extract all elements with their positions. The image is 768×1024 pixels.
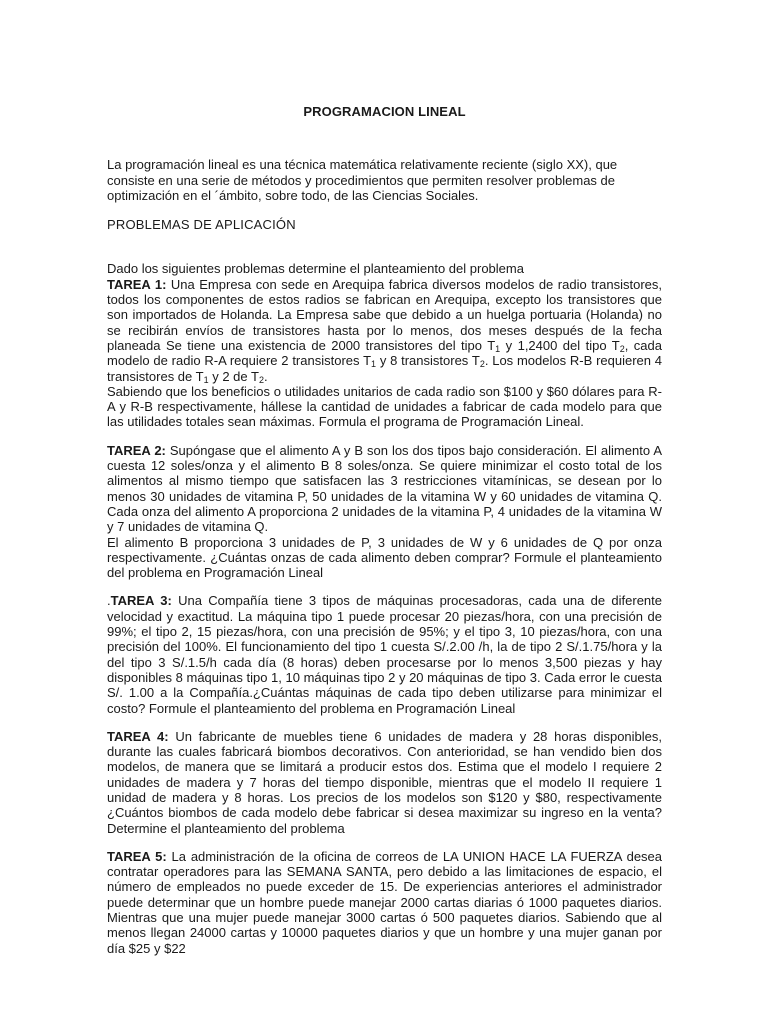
task-5-label: TAREA 5: [107,848,167,864]
task-5 [107,849,662,956]
task-1-text-f: y 2 de T [208,368,259,384]
task-4-paragraph-1 [107,729,662,836]
task-1-text-g: . [263,368,268,384]
document-page [107,104,662,969]
task-1-text-e: . Los modelos R-B requieren 4 transistores de T [107,353,663,384]
task-2-paragraph-1 [107,443,662,535]
task-1-text-a: Una Empresa con sede en Arequipa fabrica diversos modelos de radio transistores, todos los componentes de estos radios se fabrican en Arequipa, excepto los transistores que son importados de Holanda. La Empresa sabe que debido a un huelga portuaria (Holanda) no se recibirán envíos de transistores hasta por lo menos, dos meses después de la fecha planeada Se tiene una existencia de 2000 transistores del tipo T [107,276,663,353]
subscript: 1 [495,343,501,354]
task-1-text-b: y 1,2400 del tipo T [500,337,620,353]
task-2-text: Supóngase que el alimento A y B son los dos tipos bajo consideración. El alimento A cuesta 12 soles/onza y el alimento B 8 soles/onza. Se quiere minimizar el costo total de los alimentos al mismo tiempo que satisfacen las 3 restricciones vitamínicas, se desean por lo menos 30 unidades de vitamina P, 50 unidades de la vitamina W y 60 unidades de vitamina Q. Cada onza del alimento A proporciona 2 unidades de la vitamina P, 4 unidades de la vitamina W y 7 unidades de vitamina Q. [107,442,662,535]
task-5-text: La administración de la oficina de correos de LA UNION HACE LA FUERZA desea contratar operadores para las SEMANA SANTA, pero debido a las limitaciones de espacio, el número de empleados no puede exceder de 15. De experiencias anteriores el administrador puede determinar que un hombre puede manejar 2000 cartas diarias ó 1000 paquetes diarios. Mientras que una mujer puede manejar 3000 cartas ó 500 paquetes diarios. Sabiendo que al menos llegan 24000 cartas y 10000 paquetes diarios y que un hombre y una mujer ganan por día $25 y $22 [107,848,663,956]
task-2 [107,443,662,581]
task-1-paragraph-2: Sabiendo que los beneficios o utilidades unitarios de cada radio son $100 y $60 dólares para R-A y R-B respectivamente, hállese la cantidad de unidades a fabricar de cada modelo para que las utilidades totales sean máximas. Formula el programa de Programación Lineal. [107,383,662,430]
task-3-text: Una Compañía tiene 3 tipos de máquinas procesadoras, cada una de diferente velocidad y exactitud. La máquina tipo 1 puede procesar 20 piezas/hora, con una precisión de 99%; el tipo 2, 15 piezas/hora, con una precisión de 95%; y el tipo 3, 10 piezas/hora, con una precisión del 100%. El funcionamiento del tipo 1 cuesta S/.2.00 /h, la de tipo 2 S/.1.75/hora y la del tipo 3 S/.1.5/h cada día (8 horas) deben procesarse por lo menos 3,500 piezas y hay disponibles 8 máquinas tipo 1, 10 máquinas tipo 2 y 20 máquinas de tipo 3. Cada error le cuesta S/. 1.00 a la Compañía.¿Cuántas máquinas de cada tipo deben utilizarse para minimizar el costo? Formule el planteamiento del problema en Programación Lineal [107,593,663,716]
subscript: 1 [203,374,209,385]
task-4-text: Un fabricante de muebles tiene 6 unidades de madera y 28 horas disponibles, durante las cuales fabricará biombos decorativos. Con anterioridad, se han vendido bien dos modelos, de manera que se limitará a producir estos dos. Estima que el modelo I requiere 2 unidades de madera y 7 horas del tiempo disponible, mientras que el modelo II requiere 1 unidad de madera y 8 horas. Los precios de los modelos son $120 y $80, respectivamente ¿Cuántos biombos de cada modelo debe fabricar si desea maximizar su ingreso en la venta? Determine el planteamiento del problema [107,728,663,836]
task-1-text-c: , cada modelo de radio R-A requiere 2 transistores T [107,337,662,369]
subscript: 2 [619,343,625,354]
task-4 [107,729,662,836]
task-2-label: TAREA 2: [107,442,166,458]
task-1-paragraph-1 [107,277,662,384]
task-4-label: TAREA 4: [107,728,169,744]
task-3 [107,593,662,715]
task-1 [107,277,662,430]
lead-sentence: Dado los siguientes problemas determine el planteamiento del problema [107,261,524,277]
task-2-paragraph-2: El alimento B proporciona 3 unidades de P, 3 unidades de W y 6 unidades de Q por onza respectivamente. ¿Cuántas onzas de cada alimento deben comprar? Formule el planteamiento del problema en Programación Lineal [107,534,662,581]
task-3-paragraph-1 [107,593,662,715]
intro-paragraph: La programación lineal es una técnica matemática relativamente reciente (siglo XX), que consiste en una serie de métodos y procedimientos que permiten resolver problemas de optimización en el ´ámbito, sobre todo, de las Ciencias Sociales. [107,157,618,203]
task-1-text-d: y 8 transistores T [376,353,480,369]
section-heading: PROBLEMAS DE APLICACIÓN [107,217,296,233]
subscript: 2 [258,374,264,385]
task-3-prefix: . [107,593,111,609]
task-1-label: TAREA 1: [107,276,167,292]
subscript: 2 [479,359,485,370]
task-3-label: TAREA 3: [110,593,172,609]
subscript: 1 [371,359,377,370]
document-title: PROGRAMACION LINEAL [303,104,466,119]
task-5-paragraph-1 [107,849,662,956]
